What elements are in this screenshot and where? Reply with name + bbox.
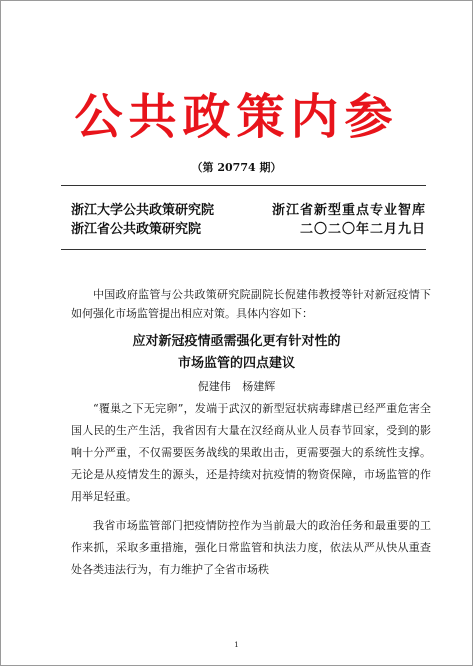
issue-number: （第 20774 期） xyxy=(191,161,282,174)
header-divider-bottom xyxy=(61,249,426,250)
institution-right-1: 浙江省新型重点专业智库 xyxy=(271,203,426,218)
institution-row-1 xyxy=(71,201,426,220)
article-title-line-2: 市场监管的四点建议 xyxy=(177,356,295,371)
body-paragraph-2: 我省市场监管部门把疫情防控作为当前最大的政治任务和最重要的工作来抓，采取多重措施，强化日常监管和执法力度，依法从严从快从重查处各类违法行为，有力维护了全省市场秩 xyxy=(71,519,431,576)
masthead-title: 公共政策内参 xyxy=(74,89,399,145)
issue-date: 二〇二〇年二月九日 xyxy=(299,222,426,237)
institution-left-2: 浙江省公共政策研究院 xyxy=(71,222,202,237)
article-title-line-1: 应对新冠疫情亟需强化更有针对性的 xyxy=(132,334,341,349)
institution-row-2 xyxy=(71,220,426,239)
body-paragraph-1: “覆巢之下无完卵”，发端于武汉的新型冠状病毒肆虐已经严重危害全国人民的生产生活，我省因有大量在汉经商从业人员春节回家，受到的影响十分严重，不仅需要医务战线的果敢出击，更需要强大的系统性支撑。无论是从疫情发生的源头，还是持续对抗疫情的物资保障，市场监管的作用举足轻重。 xyxy=(71,402,431,503)
article-title xyxy=(1,331,472,375)
institution-left-1: 浙江大学公共政策研究院 xyxy=(71,203,215,218)
intro-paragraph: 中国政府监管与公共政策研究院副院长倪建伟教授等针对新冠疫情下如何强化市场监管提出相应对策。具体内容如下： xyxy=(71,288,431,320)
article-authors: 倪建伟 杨建辉 xyxy=(197,380,276,393)
institution-block xyxy=(71,201,426,239)
header-divider-top xyxy=(61,185,426,186)
page-number: 1 xyxy=(234,641,239,649)
